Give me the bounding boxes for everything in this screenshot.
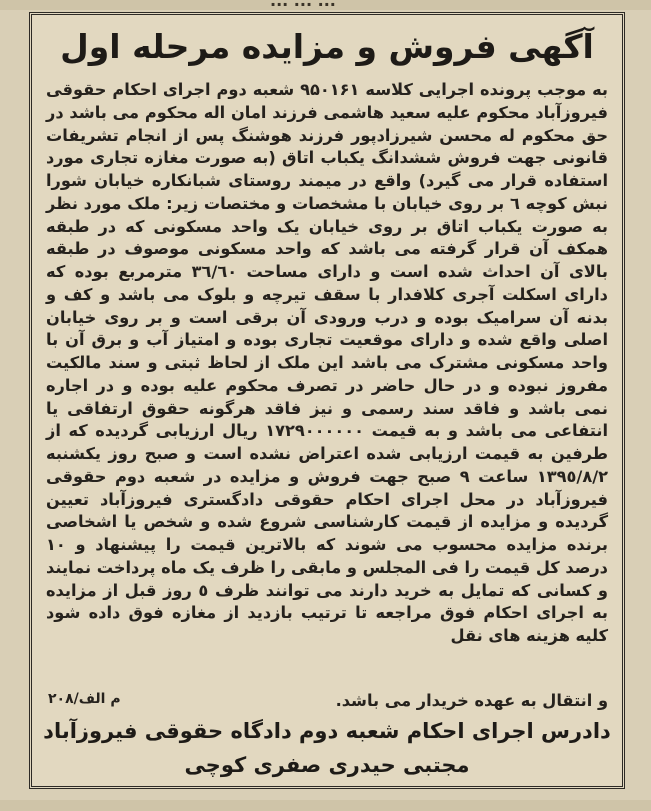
previous-ad-text: ... ... ... xyxy=(270,0,336,10)
notice-body: به موجب پرونده اجرایی کلاسه ۹۵۰۱۶۱ شعبه دوم اجرای احکام حقوقی فیروزآباد محکوم علیه سعید هاشمی فرزند امان اله محکوم می باشد در حق محکوم له محسن شیرزادپور فرزند هوشنگ پس از انجام تشریفات قانونی جهت فروش ششدانگ یکباب اتاق (به صورت مغازه تجاری مورد استفاده قرار می گیرد) واقع در میمند روستای شبانکاره خیابان شورا نبش کوچه ٦ بر روی خیابان با مشخصات و مختصات زیر: ملک مورد نظر به صورت یکباب اتاق بر روی خیابان یک واحد مسکونی که در طبقه همکف آن قرار گرفته می باشد که واحد مسکونی موصوف در طبقه بالای آن احداث شده است و دارای مساحت ٣٦/٦٠ مترمربع بوده که دارای اسکلت آجری کلافدار با سقف تیرچه و بلوک می باشد و کف و بدنه آن سرامیک بوده و درب ورودی آن برقی است و بر روی خیابان اصلی واقع شده و دارای موقعیت تجاری بوده و امتیاز آب و برق آن با واحد مسکونی مشترک می باشد این ملک از لحاظ ثبتی و سند مالکیت مفروز نبوده و در حال حاضر در تصرف محکوم علیه بوده و در اجاره نمی باشد و فاقد سند رسمی و نیز فاقد هرگونه حقوق ارتفاقی یا انتفاعی می باشد و به قیمت ١٧٢٩٠٠٠٠٠٠ ریال ارزیابی گردیده که از طرفین به قیمت ارزیابی شده اعتراض نشده است و صبح روز یکشنبه ١٣٩٥/٨/٢ ساعت ٩ صبح جهت فروش و مزایده در شعبه دوم حقوقی فیروزآباد در محل اجرای احکام حقوقی دادگستری فیروزآباد تعیین گردیده و مزایده از قیمت کارشناسی شروع شده و شخص یا اشخاصی برنده مزایده محسوب می شوند که بالاترین قیمت را پیشنهاد و ١٠ درصد کل قیمت را فی المجلس و مابقی را ظرف یک ماه پرداخت نمایند و کسانی که تمایل به خرید دارند می توانند ظرف ٥ روز قبل از مزایده به اجرای احکام فوق مراجعه تا ترتیب بازدید از مغازه فوق داده شود کلیه هزینه های نقل xyxy=(46,80,608,645)
notice-title: آگهی فروش و مزایده مرحله اول xyxy=(60,27,594,66)
signature-title: دادرس اجرای احکام شعبه دوم دادگاه حقوقی فیروزآباد xyxy=(43,719,611,743)
notice-closing: و انتقال به عهده خریدار می باشد. xyxy=(335,691,608,710)
notice-frame xyxy=(29,12,625,789)
reference-number: ۲۰۸/م الف xyxy=(48,691,121,707)
next-ad-fragment xyxy=(0,800,651,811)
signature-name: مجتبی حیدری صفری کوچی xyxy=(184,753,470,777)
previous-ad-fragment xyxy=(0,0,651,10)
